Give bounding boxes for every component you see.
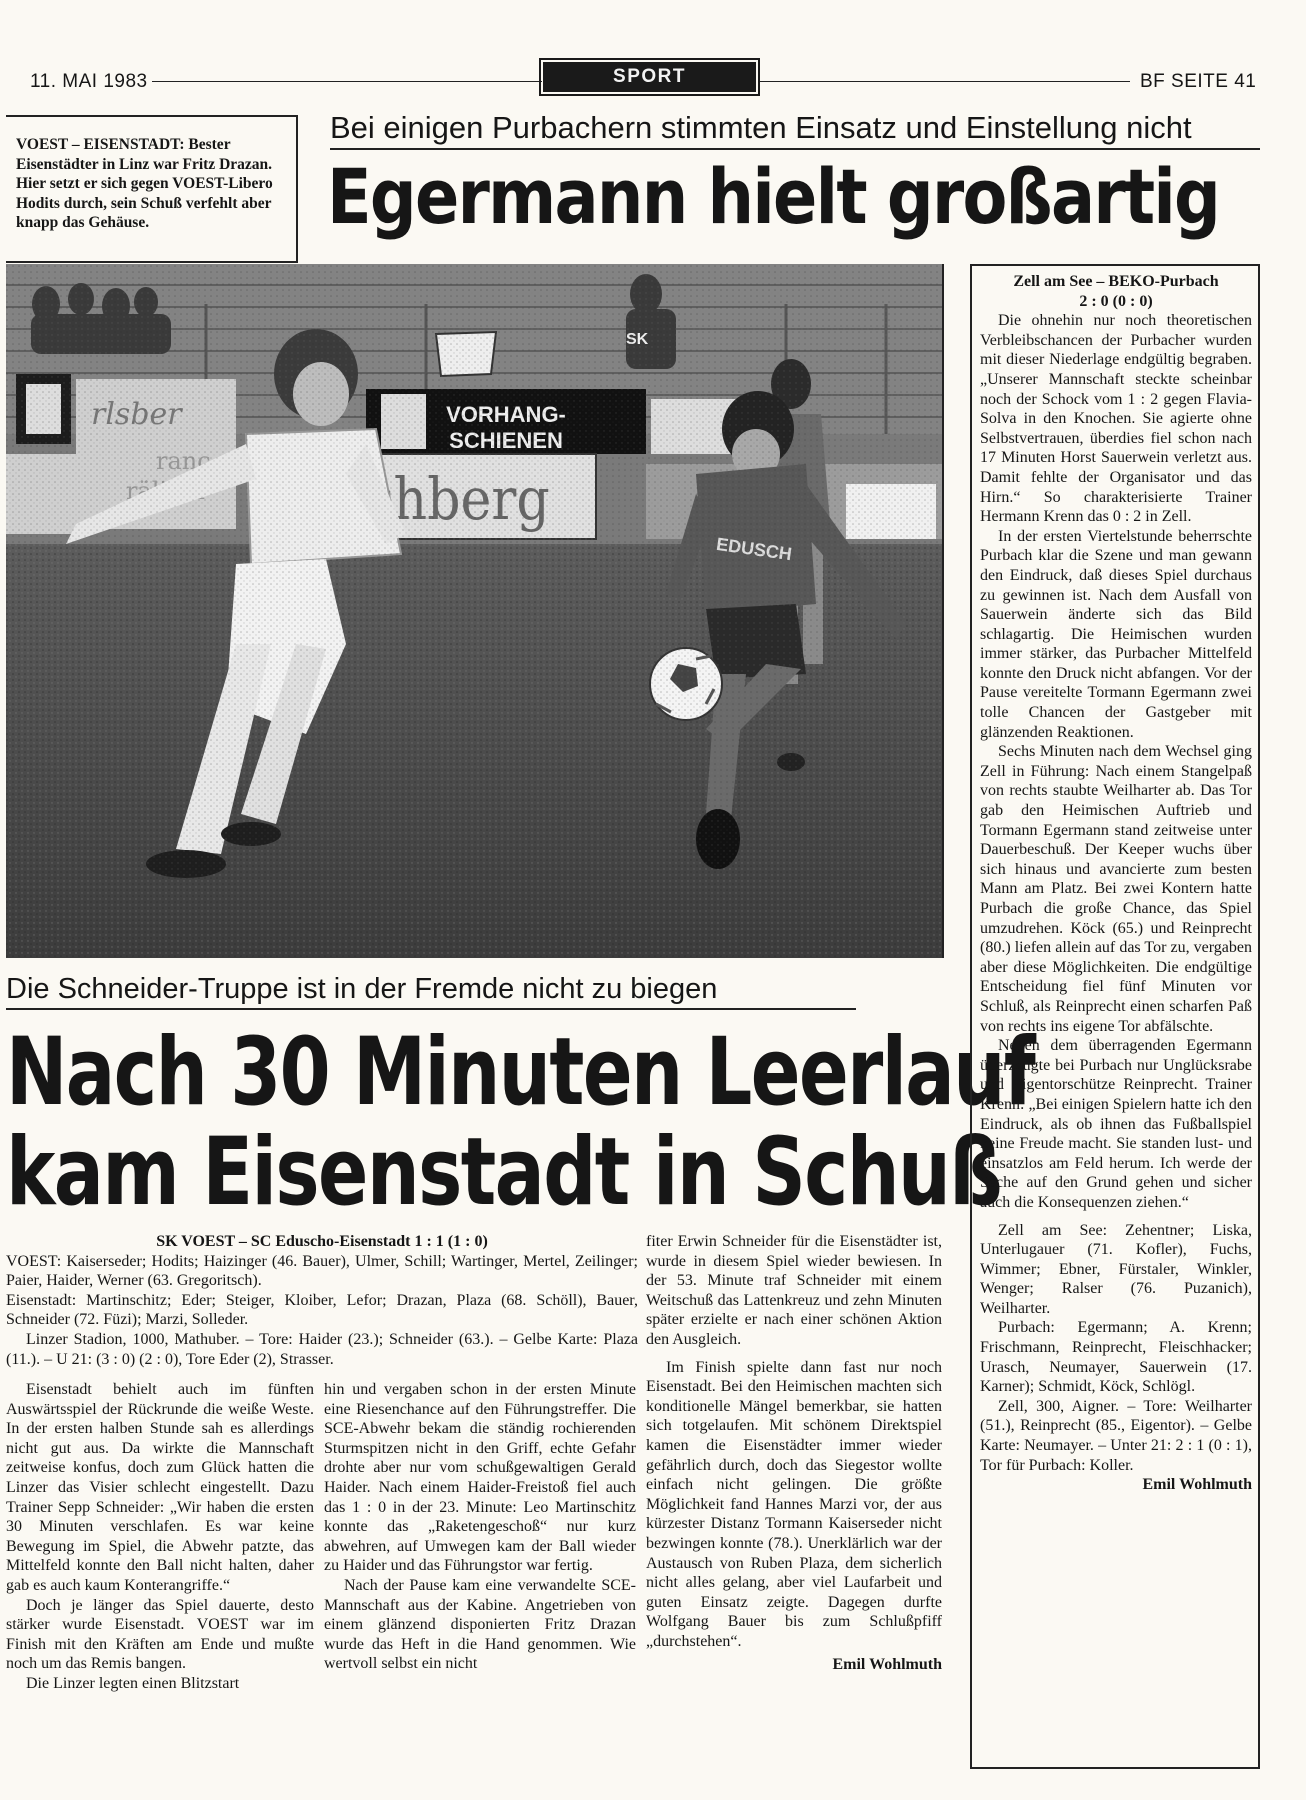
eisenstadt-result-block (6, 1232, 638, 1369)
eisenstadt-column-3 (646, 1232, 942, 1675)
eisenstadt-match-facts: Linzer Stadion, 1000, Mathuber. – Tore: Haider (23.); Schneider (63.). – Gelbe Karte: Plaza (11.). – U 21: (3 : 0) (2 : 0), Tore Eder (2), Strasser. (6, 1330, 638, 1368)
purbach-author: Emil Wohlmuth (1142, 1476, 1252, 1494)
eisenstadt-kicker: Die Schneider-Truppe ist in der Fremde nicht zu biegen (6, 973, 856, 1010)
purbach-kicker: Bei einigen Purbachern stimmten Einsatz und Einstellung nicht (330, 110, 1260, 150)
purbach-result-teams: Zell am See – BEKO-Purbach (1013, 273, 1219, 290)
lineup-voest: VOEST: Kaiserseder; Hodits; Haizinger (46. Bauer), Ulmer, Schill; Wartinger, Mertel, Zeilinger; Paier, Haider, Werner (63. Gregoritsch). (6, 1252, 638, 1290)
article-paragraph: Doch je länger das Spiel dauerte, desto stärker wurde Eisenstadt. VOEST war im Finish mit den Kräften am Ende und mußte noch um das Remis bangen. (6, 1596, 314, 1673)
article-paragraph: Die ohnehin nur noch theoretischen Verbleibschancen der Purbacher wurden mit dieser Niederlage endgültig begraben. „Unserer Mannschaft steckte scheinbar noch der Schock vom 1 : 2 gegen Flavia-Solva in den Knochen. Sie agierte ohne Selbstvertrauen, überdies fiel schon nach 17 Minuten Horst Sauerwein verletzt aus. Damit fehlte der Organisator und das Hirn.“ So charakterisierte Trainer Hermann Krenn das 0 : 2 in Zell. (980, 312, 1252, 526)
eisenstadt-headline-line2: kam Eisenstadt in Schuß (6, 1118, 1002, 1227)
eisenstadt-author: Emil Wohlmuth (832, 1656, 942, 1674)
purbach-match-facts: Zell, 300, Aigner. – Tore: Weilharter (51.), Reinprecht (85., Eigentor). – Gelbe Karte: Neumayer. – Unter 21: 2 : 1 (0 : 1), Tor für Purbach: Koller. (980, 1397, 1252, 1474)
purbach-result-score: 2 : 0 (0 : 0) (1079, 292, 1153, 310)
lineup-zell: Zell am See: Zehentner; Liska, Unterlugauer (71. Kofler), Fuchs, Wimmer; Ebner, Fürstaler, Winkler, Wenger; Ralser (76. Puzanich), Weilharter. (980, 1221, 1252, 1317)
purbach-headline: Egermann hielt großartig (327, 152, 1220, 241)
article-paragraph: hin und vergaben schon in der ersten Minute eine Riesenchance auf den Führungstreffer. Die SCE-Abwehr bekam die ständig rochierenden Sturmspitzen nicht in den Griff, echte Gefahr drohte aber nur vom schußgewaltigen Gerald Haider. Nach einem Haider-Freistoß fiel auch das 1 : 0 in der 23. Minute: Leo Martinschitz konnte das „Raketengeschoß“ nur kurz abwehren, auf Umwegen kam der Ball wieder zu Haider und das Führungstor war fertig. (324, 1381, 636, 1575)
match-photo-image (6, 264, 942, 958)
header-rule-right (760, 81, 1130, 82)
page-number: BF SEITE 41 (1140, 71, 1257, 92)
issue-date: 11. MAI 1983 (30, 71, 148, 92)
lineup-eisenstadt: Eisenstadt: Martinschitz; Eder; Steiger, Kloiber, Lefor; Drazan, Plaza (68. Schöll), Bauer, Schneider (72. Füzi); Marzi, Solleder. (6, 1291, 638, 1329)
section-label: SPORT (543, 62, 756, 92)
article-paragraph: In der ersten Viertelstunde beherrschte Purbach klar die Szene und man gewann den Eindruck, daß dieses Spiel durchaus zu gewinnen ist. Nach dem Ausfall von Sauerwein änderte sich das Bild schlagartig. Die Heimischen wurden immer stärker, das Purbacher Mittelfeld konnte den Druck nicht abfangen. Vor der Pause vereitelte Tormann Egermann zwei tolle Chancen der Gastgeber mit glänzenden Reaktionen. (980, 527, 1252, 741)
article-paragraph: Im Finish spielte dann fast nur noch Eisenstadt. Bei den Heimischen machten sich konditionelle Mängel bemerkbar, sie hatten sich totgelaufen. Mit schönem Direktspiel kamen die Eisenstädter immer wieder gefährlich durch, doch das Siegestor wollte einfach nicht gelingen. Die größte Möglichkeit fand Hannes Marzi vor, der aus kürzester Distanz Tormann Kaiserseder nicht bezwingen konnte (78.). Unerklärlich war der Austausch von Ruben Plaza, dem sicherlich nicht alles gelang, aber viel Laufarbeit und guten Einsatz zeigte. Dagegen durfte Wolfgang Bauer bis zum Schlußpfiff „durchstehen“. (646, 1358, 942, 1650)
lineup-purbach: Purbach: Egermann; A. Krenn; Frischmann, Reinprecht, Fleischhacker; Urasch, Neumayer, Sauerwein (17. Karner); Schmidt, Köck, Schlögl. (980, 1319, 1252, 1396)
article-paragraph: fiter Erwin Schneider für die Eisenstädter ist, wurde in diesem Spiel wieder bewiesen. In der 53. Minute traf Schneider mit einem Weitschuß das Lattenkreuz und zehn Minuten später erzielte er nach einer schönen Aktion den Ausgleich. (646, 1233, 942, 1348)
article-paragraph: Die Linzer legten einen Blitzstart (26, 1674, 240, 1692)
article-paragraph: Neben dem überragenden Egermann überzeugte bei Purbach nur Unglücksrabe und Eigentorschütze Reinprecht. Trainer Krenn: „Bei einigen Spielern hatte ich den Eindruck, als ob ihnen das Fußballspiel keine Freude macht. Sie standen lust- und einsatzlos am Feld herum. Ich werde der Sache auf den Grund gehen und sicher auch die Konsequenzen ziehen.“ (980, 1037, 1252, 1211)
article-paragraph: Nach der Pause kam eine verwandelte SCE-Mannschaft aus der Kabine. Angetrieben von einem glänzend disponierten Fritz Drazan wurde das Heft in die Hand genommen. Wie wertvoll selbst ein nicht (324, 1576, 636, 1673)
article-paragraph: Eisenstadt behielt auch im fünften Auswärtsspiel der Rückrunde die weiße Weste. In der ersten halben Stunde sah es allerdings nicht gut aus. Da wirkte die Mannschaft zeitweise konfus, doch zum Glück hatten die Linzer das Visier schlecht eingestellt. Dazu Trainer Sepp Schneider: „Wir haben die ersten 30 Minuten verschlafen. Es war keine Bewegung im Spiel, die Abwehr patzte, das Mittelfeld konnte den Ball nicht halten, daher gab es auch kaum Konterangriffe.“ (6, 1381, 314, 1594)
match-photo (6, 264, 944, 958)
eisenstadt-result-line: SK VOEST – SC Eduscho-Eisenstadt 1 : 1 (1 : 0) (156, 1233, 488, 1250)
eisenstadt-headline-line1: Nach 30 Minuten Leerlauf (6, 1018, 1035, 1127)
photo-caption: VOEST – EISENSTADT: Bester Eisenstädter in Linz war Fritz Drazan. Hier setzt er sich gegen VOEST-Libero Hodits durch, sein Schuß verfehlt aber knapp das Gehäuse. (16, 136, 273, 231)
eisenstadt-column-2 (324, 1380, 636, 1674)
article-paragraph: Sechs Minuten nach dem Wechsel ging Zell in Führung: Nach einem Stangelpaß von rechts staubte Weilharter ab. Das Tor gab den Heimischen Auftrieb und Tormann Egermann stand zeitweise unter Dauerbeschuß. Der Keeper wuchs über sich hinaus und avancierte zum besten Mann am Platz. Bei zwei Kontern hatte Purbach die große Chance, das Spiel umzudrehen. Köck (65.) und Reinprecht (80.) liefen allein auf das Tor zu, vergaben aber diese Möglichkeiten. Die endgültige Entscheidung fiel fünf Minuten vor Schluß, als Reinprecht einen scharfen Paß von rechts ins eigene Tor abfälschte. (980, 743, 1252, 1035)
eisenstadt-column-1 (6, 1380, 314, 1694)
purbach-sidebar (980, 272, 1252, 1495)
header-rule-left (152, 81, 542, 82)
